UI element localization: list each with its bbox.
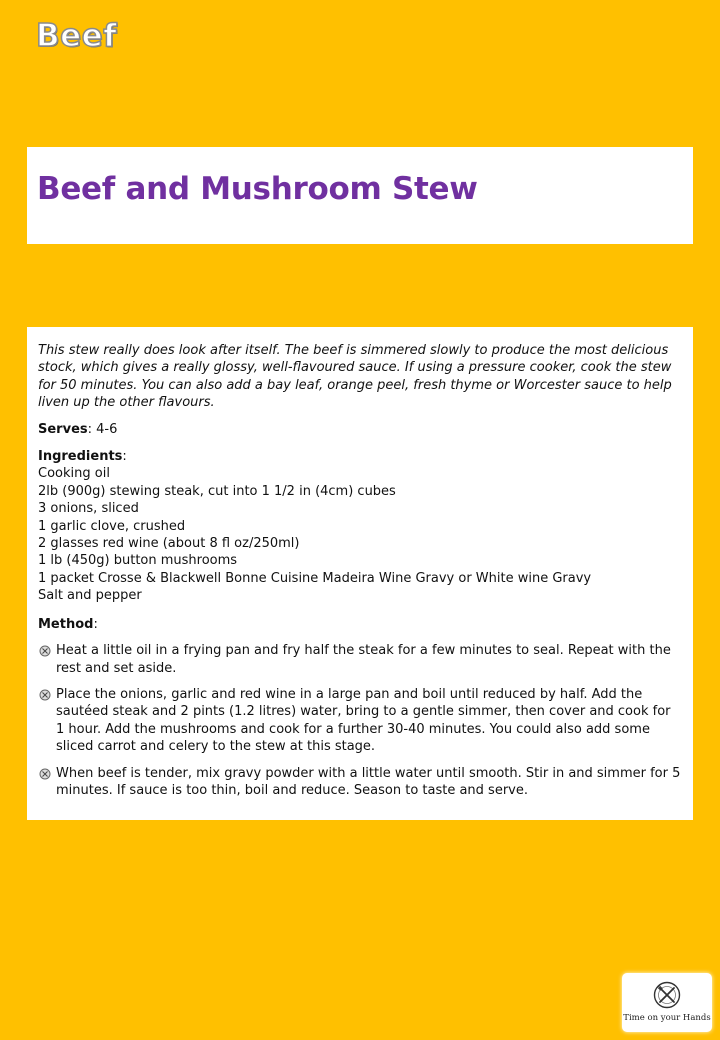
ingredients-label: Ingredients — [38, 449, 123, 465]
ingredient-item: 3 onions, sliced — [38, 501, 139, 517]
serves-line — [38, 421, 681, 438]
recipe-content-panel — [27, 327, 693, 820]
ingredients-list — [38, 465, 681, 604]
serves-value: : 4-6 — [87, 421, 118, 437]
ingredient-item: 1 packet Crosse & Blackwell Bonne Cuisine Madeira Wine Gravy or White wine Gravy — [38, 570, 592, 586]
ingredient-item: 2 glasses red wine (about 8 fl oz/250ml) — [38, 536, 300, 552]
serves-label: Serves — [38, 421, 88, 437]
method-colon: : — [93, 616, 98, 632]
method-step-text: When beef is tender, mix gravy powder with a little water until smooth. Stir in and simmer for 5 minutes. If sauce is too thin, boil and reduce. Season to taste and serve. — [56, 765, 681, 798]
brand-logo — [622, 973, 712, 1032]
method-step — [38, 642, 681, 677]
method-step — [38, 686, 681, 756]
title-panel — [27, 147, 693, 244]
ingredient-item: 1 lb (450g) button mushrooms — [38, 553, 238, 569]
plate-cutlery-icon — [653, 981, 681, 1009]
ingredients-heading — [38, 448, 681, 465]
category-heading: Beef — [36, 18, 118, 54]
bullet-icon — [39, 768, 51, 780]
method-step-text: Heat a little oil in a frying pan and fry half the steak for a few minutes to seal. Repeat with the rest and set aside. — [56, 643, 671, 676]
recipe-title: Beef and Mushroom Stew — [37, 171, 478, 207]
brand-name: Time on your Hands — [623, 1013, 711, 1023]
recipe-intro: This stew really does look after itself. The beef is simmered slowly to produce the most delicious stock, which gives a really glossy, well-flavoured sauce. If using a pressure cooker, cook the stew for 50 minutes. You can also add a bay leaf, orange peel, fresh thyme or Worcester sauce to help liven up the other flavours. — [38, 343, 672, 411]
method-step — [38, 765, 681, 800]
ingredient-item: 1 garlic clove, crushed — [38, 518, 186, 534]
ingredient-item: 2lb (900g) stewing steak, cut into 1 1/2 in (4cm) cubes — [38, 483, 396, 499]
ingredient-item: Cooking oil — [38, 466, 110, 482]
bullet-icon — [39, 689, 51, 701]
method-step-text: Place the onions, garlic and red wine in a large pan and boil until reduced by half. Add the sautéed steak and 2 pints (1.2 litres) water, bring to a gentle simmer, then cover and cook for 1 hour. Add the mushrooms and cook for a further 30-40 minutes. You could also add some sliced carrot and celery to the stew at this stage. — [56, 686, 671, 755]
bullet-icon — [39, 645, 51, 657]
method-heading — [38, 616, 681, 633]
ingredient-item: Salt and pepper — [38, 588, 142, 604]
ingredients-colon: : — [122, 449, 127, 465]
method-steps — [38, 642, 681, 799]
method-label: Method — [38, 616, 94, 632]
